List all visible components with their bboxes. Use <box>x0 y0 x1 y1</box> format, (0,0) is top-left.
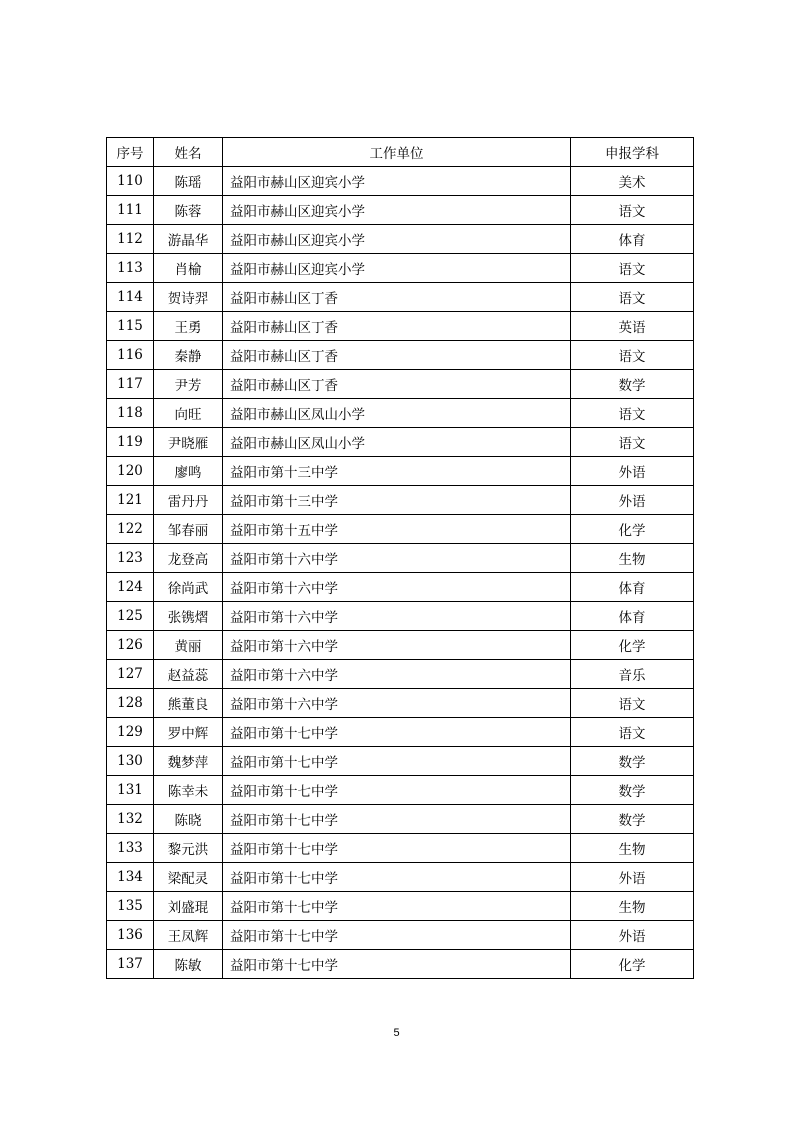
cell-serial-number: 124 <box>107 573 154 602</box>
cell-name: 赵益蕊 <box>154 660 223 689</box>
cell-serial-number: 121 <box>107 486 154 515</box>
cell-serial-number: 134 <box>107 863 154 892</box>
cell-work-unit: 益阳市赫山区迎宾小学 <box>223 254 571 283</box>
cell-subject: 语文 <box>571 283 694 312</box>
table-row <box>107 225 694 254</box>
cell-name: 廖鸣 <box>154 457 223 486</box>
cell-subject: 化学 <box>571 950 694 979</box>
cell-name: 尹芳 <box>154 370 223 399</box>
cell-name: 刘盛琨 <box>154 892 223 921</box>
cell-subject: 外语 <box>571 486 694 515</box>
table-row <box>107 950 694 979</box>
cell-serial-number: 127 <box>107 660 154 689</box>
page-number: 5 <box>393 1027 400 1039</box>
cell-work-unit: 益阳市第十六中学 <box>223 689 571 718</box>
cell-subject: 生物 <box>571 892 694 921</box>
cell-work-unit: 益阳市赫山区丁香 <box>223 283 571 312</box>
cell-name: 游晶华 <box>154 225 223 254</box>
cell-serial-number: 119 <box>107 428 154 457</box>
table-row <box>107 805 694 834</box>
cell-work-unit: 益阳市第十三中学 <box>223 457 571 486</box>
cell-work-unit: 益阳市第十七中学 <box>223 892 571 921</box>
cell-subject: 数学 <box>571 776 694 805</box>
cell-work-unit: 益阳市赫山区丁香 <box>223 370 571 399</box>
cell-subject: 外语 <box>571 921 694 950</box>
cell-name: 陈晓 <box>154 805 223 834</box>
cell-work-unit: 益阳市第十六中学 <box>223 660 571 689</box>
table-row <box>107 312 694 341</box>
table-row <box>107 602 694 631</box>
cell-work-unit: 益阳市第十七中学 <box>223 776 571 805</box>
cell-name: 尹晓雁 <box>154 428 223 457</box>
table-row <box>107 660 694 689</box>
cell-subject: 化学 <box>571 515 694 544</box>
cell-serial-number: 135 <box>107 892 154 921</box>
cell-name: 熊董良 <box>154 689 223 718</box>
table-row <box>107 370 694 399</box>
cell-work-unit: 益阳市第十七中学 <box>223 863 571 892</box>
cell-subject: 体育 <box>571 602 694 631</box>
cell-serial-number: 115 <box>107 312 154 341</box>
cell-serial-number: 132 <box>107 805 154 834</box>
cell-work-unit: 益阳市赫山区凤山小学 <box>223 428 571 457</box>
cell-name: 王勇 <box>154 312 223 341</box>
cell-subject: 语文 <box>571 689 694 718</box>
cell-subject: 语文 <box>571 341 694 370</box>
cell-work-unit: 益阳市第十七中学 <box>223 950 571 979</box>
cell-serial-number: 118 <box>107 399 154 428</box>
table-header-row <box>107 138 694 167</box>
cell-serial-number: 116 <box>107 341 154 370</box>
cell-serial-number: 125 <box>107 602 154 631</box>
cell-name: 陈瑶 <box>154 167 223 196</box>
table-row <box>107 747 694 776</box>
cell-serial-number: 122 <box>107 515 154 544</box>
table-row <box>107 631 694 660</box>
table-row <box>107 573 694 602</box>
cell-name: 罗中辉 <box>154 718 223 747</box>
cell-work-unit: 益阳市第十七中学 <box>223 834 571 863</box>
cell-work-unit: 益阳市第十六中学 <box>223 631 571 660</box>
cell-subject: 语文 <box>571 254 694 283</box>
cell-work-unit: 益阳市赫山区丁香 <box>223 312 571 341</box>
table-row <box>107 544 694 573</box>
cell-work-unit: 益阳市第十七中学 <box>223 747 571 776</box>
cell-name: 黎元洪 <box>154 834 223 863</box>
cell-serial-number: 111 <box>107 196 154 225</box>
cell-subject: 体育 <box>571 573 694 602</box>
cell-serial-number: 114 <box>107 283 154 312</box>
cell-work-unit: 益阳市赫山区凤山小学 <box>223 399 571 428</box>
cell-serial-number: 130 <box>107 747 154 776</box>
table-row <box>107 834 694 863</box>
cell-name: 肖榆 <box>154 254 223 283</box>
cell-serial-number: 110 <box>107 167 154 196</box>
table-row <box>107 399 694 428</box>
cell-work-unit: 益阳市第十七中学 <box>223 805 571 834</box>
cell-subject: 语文 <box>571 399 694 428</box>
table-row <box>107 776 694 805</box>
table-body <box>107 167 694 979</box>
cell-serial-number: 136 <box>107 921 154 950</box>
cell-serial-number: 117 <box>107 370 154 399</box>
cell-work-unit: 益阳市第十六中学 <box>223 544 571 573</box>
table-row <box>107 486 694 515</box>
cell-work-unit: 益阳市第十七中学 <box>223 718 571 747</box>
cell-subject: 语文 <box>571 718 694 747</box>
cell-work-unit: 益阳市赫山区丁香 <box>223 341 571 370</box>
cell-work-unit: 益阳市赫山区迎宾小学 <box>223 225 571 254</box>
cell-subject: 外语 <box>571 863 694 892</box>
cell-work-unit: 益阳市第十六中学 <box>223 573 571 602</box>
cell-serial-number: 112 <box>107 225 154 254</box>
cell-subject: 生物 <box>571 834 694 863</box>
table-row <box>107 167 694 196</box>
cell-name: 徐尚武 <box>154 573 223 602</box>
header-work-unit: 工作单位 <box>223 138 571 167</box>
cell-name: 魏梦萍 <box>154 747 223 776</box>
header-serial-number: 序号 <box>107 138 154 167</box>
cell-work-unit: 益阳市第十三中学 <box>223 486 571 515</box>
cell-work-unit: 益阳市赫山区迎宾小学 <box>223 167 571 196</box>
cell-name: 向旺 <box>154 399 223 428</box>
cell-name: 王凤辉 <box>154 921 223 950</box>
cell-serial-number: 120 <box>107 457 154 486</box>
table-row <box>107 341 694 370</box>
cell-serial-number: 129 <box>107 718 154 747</box>
table-row <box>107 689 694 718</box>
cell-name: 邹春丽 <box>154 515 223 544</box>
table-row <box>107 718 694 747</box>
cell-serial-number: 126 <box>107 631 154 660</box>
cell-work-unit: 益阳市第十六中学 <box>223 602 571 631</box>
cell-work-unit: 益阳市赫山区迎宾小学 <box>223 196 571 225</box>
table-row <box>107 892 694 921</box>
cell-serial-number: 131 <box>107 776 154 805</box>
table-row <box>107 921 694 950</box>
header-name: 姓名 <box>154 138 223 167</box>
table-row <box>107 515 694 544</box>
table-row <box>107 428 694 457</box>
cell-subject: 生物 <box>571 544 694 573</box>
table-row <box>107 863 694 892</box>
applicant-table <box>106 137 694 979</box>
cell-serial-number: 123 <box>107 544 154 573</box>
table-row <box>107 457 694 486</box>
cell-serial-number: 137 <box>107 950 154 979</box>
cell-name: 张镌熠 <box>154 602 223 631</box>
cell-subject: 数学 <box>571 747 694 776</box>
cell-name: 陈敏 <box>154 950 223 979</box>
table-row <box>107 283 694 312</box>
cell-work-unit: 益阳市第十七中学 <box>223 921 571 950</box>
table-row <box>107 196 694 225</box>
cell-subject: 体育 <box>571 225 694 254</box>
cell-name: 黄丽 <box>154 631 223 660</box>
cell-serial-number: 133 <box>107 834 154 863</box>
cell-name: 秦静 <box>154 341 223 370</box>
cell-name: 梁配灵 <box>154 863 223 892</box>
cell-subject: 数学 <box>571 805 694 834</box>
cell-subject: 音乐 <box>571 660 694 689</box>
cell-subject: 化学 <box>571 631 694 660</box>
header-subject: 申报学科 <box>571 138 694 167</box>
cell-name: 陈幸未 <box>154 776 223 805</box>
cell-name: 龙登高 <box>154 544 223 573</box>
cell-subject: 英语 <box>571 312 694 341</box>
cell-serial-number: 128 <box>107 689 154 718</box>
cell-subject: 数学 <box>571 370 694 399</box>
cell-subject: 美术 <box>571 167 694 196</box>
cell-subject: 外语 <box>571 457 694 486</box>
cell-work-unit: 益阳市第十五中学 <box>223 515 571 544</box>
cell-subject: 语文 <box>571 196 694 225</box>
cell-name: 贺诗羿 <box>154 283 223 312</box>
cell-subject: 语文 <box>571 428 694 457</box>
cell-name: 陈蓉 <box>154 196 223 225</box>
table-row <box>107 254 694 283</box>
cell-name: 雷丹丹 <box>154 486 223 515</box>
cell-serial-number: 113 <box>107 254 154 283</box>
